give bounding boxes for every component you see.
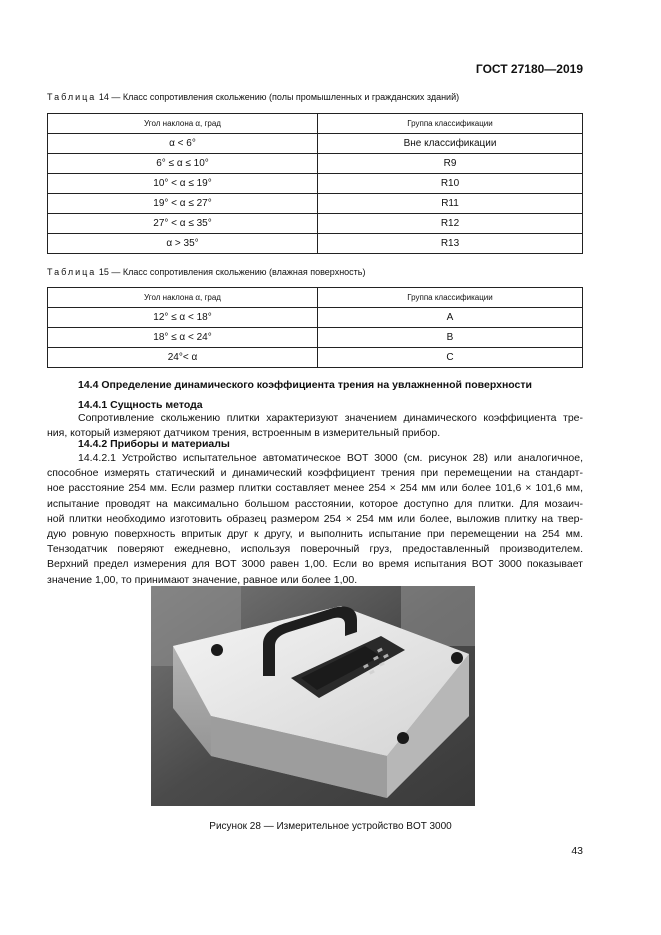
table-14-label: Таблица <box>47 92 97 102</box>
text-line: Сопротивление скольжению плитки характеризуют значением динамического коэффициента тре- <box>78 412 583 424</box>
angle-cell: α > 35° <box>48 234 318 254</box>
device-knob-right <box>451 652 463 664</box>
group-cell: C <box>318 348 583 368</box>
figure-caption: Рисунок 28 — Измерительное устройство BOT 3000 <box>209 821 452 832</box>
table-15 <box>47 287 583 368</box>
text-line: ное расстояние 254 мм. Если размер плитки составляет менее 254 × 254 мм или более 101,6 × 101,6 мм, <box>47 482 583 495</box>
text-line: 14.4.2.1 Устройство испытательное автоматическое BOT 3000 (см. рисунок 28) или аналогичное, <box>78 452 583 464</box>
section-14-4-1-text <box>47 411 583 441</box>
text-line: ния, который измеряют датчиком трения, встроенным в измерительный прибор. <box>47 427 441 440</box>
text-line: Верхний предел измерения для BOT 3000 равен 1,00. Если во время испытания BOT 3000 показывает <box>47 558 583 571</box>
table-header-row <box>48 288 583 308</box>
angle-cell: 18° ≤ α < 24° <box>48 328 318 348</box>
table-header-row <box>48 114 583 134</box>
column-header-angle: Угол наклона α, град <box>48 288 318 308</box>
group-cell: R12 <box>318 214 583 234</box>
angle-cell: 24°< α <box>48 348 318 368</box>
page-number: 43 <box>571 845 583 857</box>
table-row <box>48 214 583 234</box>
table-row <box>48 174 583 194</box>
table-row <box>48 154 583 174</box>
column-header-group: Группа классификации <box>318 288 583 308</box>
table-14-title: 14 — Класс сопротивления скольжению (полы промышленных и гражданских зданий) <box>98 92 460 102</box>
group-cell: A <box>318 308 583 328</box>
group-cell: B <box>318 328 583 348</box>
column-header-group: Группа классификации <box>318 114 583 134</box>
table-15-caption <box>47 267 365 277</box>
angle-cell: α < 6° <box>48 134 318 154</box>
table-row <box>48 234 583 254</box>
section-14-4-2-text <box>47 451 583 588</box>
table-15-title: 15 — Класс сопротивления скольжению (влажная поверхность) <box>98 267 366 277</box>
table-row <box>48 348 583 368</box>
group-cell: R13 <box>318 234 583 254</box>
group-cell: Вне классификации <box>318 134 583 154</box>
device-knob-front <box>397 732 409 744</box>
table-row <box>48 328 583 348</box>
angle-cell: 6° ≤ α ≤ 10° <box>48 154 318 174</box>
section-14-4-2-heading: 14.4.2 Приборы и материалы <box>78 438 230 450</box>
table-row <box>48 134 583 154</box>
text-line: ной плитки необходимо изготовить образец размером 254 × 254 мм или более, выложив плитку на твер- <box>47 512 583 525</box>
group-cell: R11 <box>318 194 583 214</box>
angle-cell: 12° ≤ α < 18° <box>48 308 318 328</box>
angle-cell: 10° < α ≤ 19° <box>48 174 318 194</box>
table-row <box>48 194 583 214</box>
text-line: дую ровную поверхность впритык друг к другу, и выполнить испытание при перемещении на 254 мм. <box>47 528 583 541</box>
section-14-4-1-heading: 14.4.1 Сущность метода <box>78 399 203 411</box>
standard-code: ГОСТ 27180—2019 <box>475 62 583 76</box>
text-line: Тензодатчик поверяют ежедневно, используя поверочный груз, предоставленный производителем. <box>47 543 583 556</box>
table-row <box>48 308 583 328</box>
bot3000-device-photo <box>151 586 475 806</box>
device-knob-left <box>211 644 223 656</box>
group-cell: R9 <box>318 154 583 174</box>
section-14-4-heading: 14.4 Определение динамического коэффициента трения на увлажненной поверхности <box>78 379 532 391</box>
column-header-angle: Угол наклона α, град <box>48 114 318 134</box>
table-14-caption <box>47 92 459 102</box>
text-line: испытание проводят на максимально большом расстоянии, которое доступно для плитки. Для мозаич- <box>47 497 583 510</box>
text-line: значение 1,00, то принимают значение, равное или более 1,00. <box>47 573 358 586</box>
table-14 <box>47 113 583 254</box>
text-line: способное измерять статический и динамический коэффициент трения при перемещении на стандарт- <box>47 467 583 480</box>
group-cell: R10 <box>318 174 583 194</box>
angle-cell: 27° < α ≤ 35° <box>48 214 318 234</box>
table-15-label: Таблица <box>47 267 97 277</box>
angle-cell: 19° < α ≤ 27° <box>48 194 318 214</box>
